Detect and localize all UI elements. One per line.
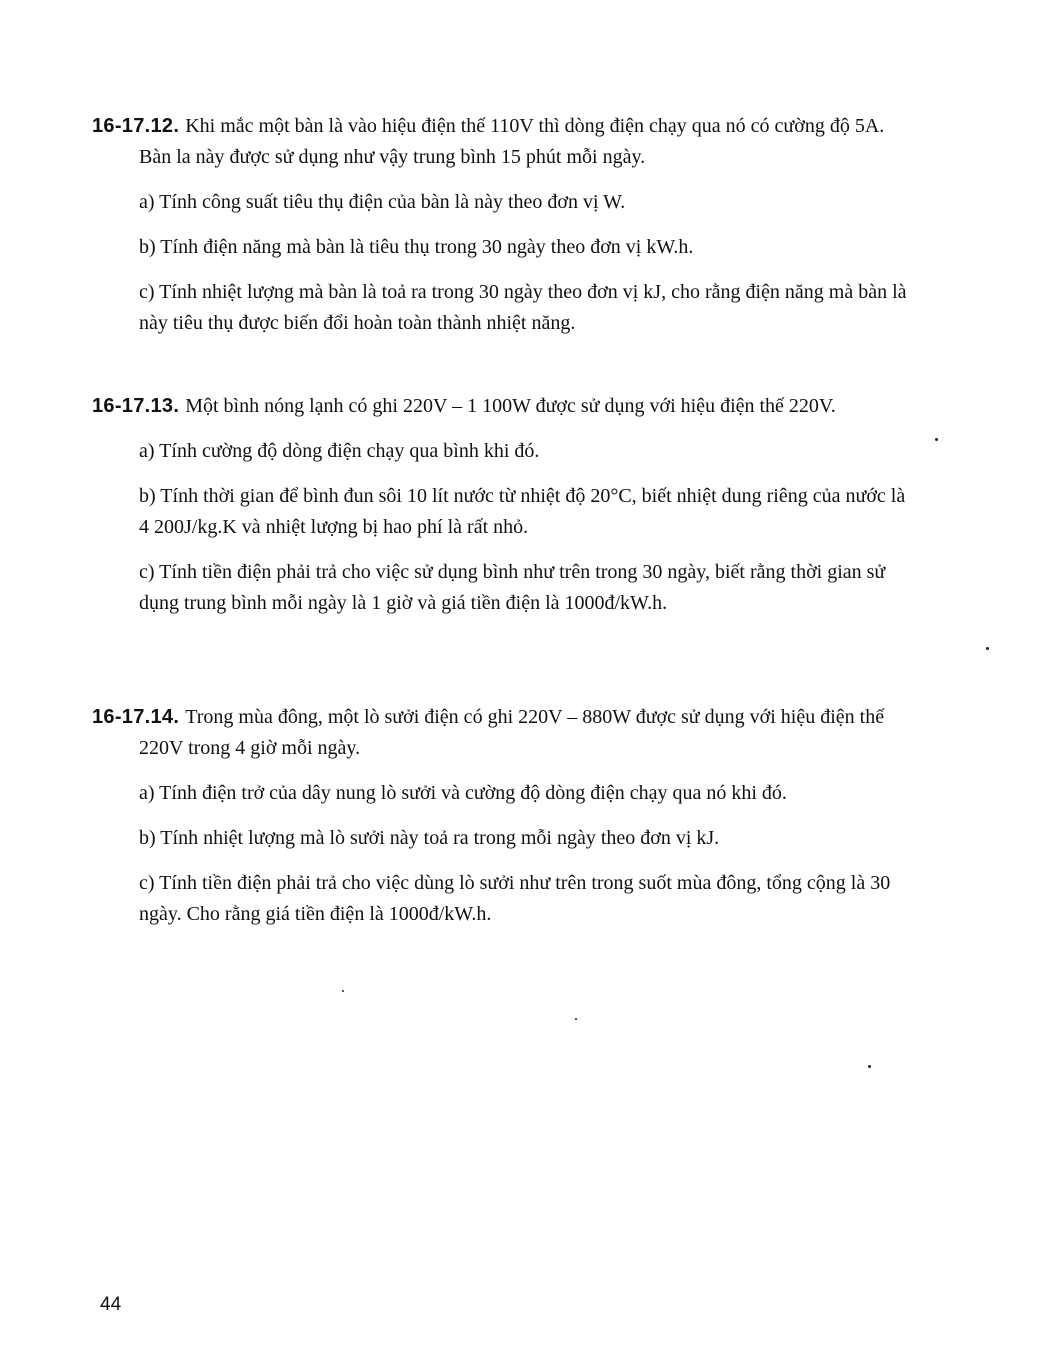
scan-speck [575, 1018, 577, 1020]
problem-stem [92, 702, 912, 764]
problem-part-a: a) Tính công suất tiêu thụ điện của bàn là này theo đơn vị W. [139, 191, 626, 213]
problem-part-c: c) Tính nhiệt lượng mà bàn là toả ra trong 30 ngày theo đơn vị kJ, cho rằng điện năng mà bàn là này tiêu thụ được biến đổi hoàn toàn thành nhiệt năng. [139, 281, 907, 334]
problem-16-17-14 [92, 702, 912, 930]
scan-speck [868, 1065, 871, 1068]
problem-16-17-12 [92, 111, 912, 339]
page-number: 44 [100, 1294, 122, 1315]
problem-text: Khi mắc một bàn là vào hiệu điện thế 110V thì dòng điện chạy qua nó có cường độ 5A. Bàn la này được sử dụng như vậy trung bình 15 phút mỗi ngày. [139, 115, 885, 168]
problem-number: 16-17.14. [92, 706, 180, 728]
problem-part-c: c) Tính tiền điện phải trả cho việc sử dụng bình như trên trong 30 ngày, biết rằng thời gian sử dụng trung bình mỗi ngày là 1 giờ và giá tiền điện là 1000đ/kW.h. [139, 561, 886, 614]
problem-stem [92, 111, 912, 173]
problem-number: 16-17.12. [92, 115, 180, 137]
scan-speck [986, 647, 989, 650]
problem-number: 16-17.13. [92, 395, 180, 417]
problem-part-a: a) Tính cường độ dòng điện chạy qua bình khi đó. [139, 440, 540, 462]
problem-text: Một bình nóng lạnh có ghi 220V – 1 100W được sử dụng với hiệu điện thế 220V. [185, 395, 836, 417]
problem-part-b: b) Tính thời gian để bình đun sôi 10 lít nước từ nhiệt độ 20°C, biết nhiệt dung riêng của nước là 4 200J/kg.K và nhiệt lượng bị hao phí là rất nhỏ. [139, 485, 906, 538]
problem-part-a: a) Tính điện trở của dây nung lò sưởi và cường độ dòng điện chạy qua nó khi đó. [139, 782, 787, 804]
scan-speck [342, 990, 344, 992]
scan-speck [935, 438, 938, 441]
problem-text: Trong mùa đông, một lò sưởi điện có ghi 220V – 880W được sử dụng với hiệu điện thế 220V trong 4 giờ mỗi ngày. [139, 706, 885, 759]
problem-part-b: b) Tính điện năng mà bàn là tiêu thụ trong 30 ngày theo đơn vị kW.h. [139, 236, 694, 258]
problem-part-c: c) Tính tiền điện phải trả cho việc dùng lò sưởi như trên trong suốt mùa đông, tổng cộng là 30 ngày. Cho rằng giá tiền điện là 1000đ/kW.h. [139, 872, 891, 925]
problem-16-17-13 [92, 391, 912, 619]
problem-part-b: b) Tính nhiệt lượng mà lò sưởi này toả ra trong mỗi ngày theo đơn vị kJ. [139, 827, 720, 849]
problem-stem [92, 391, 912, 422]
